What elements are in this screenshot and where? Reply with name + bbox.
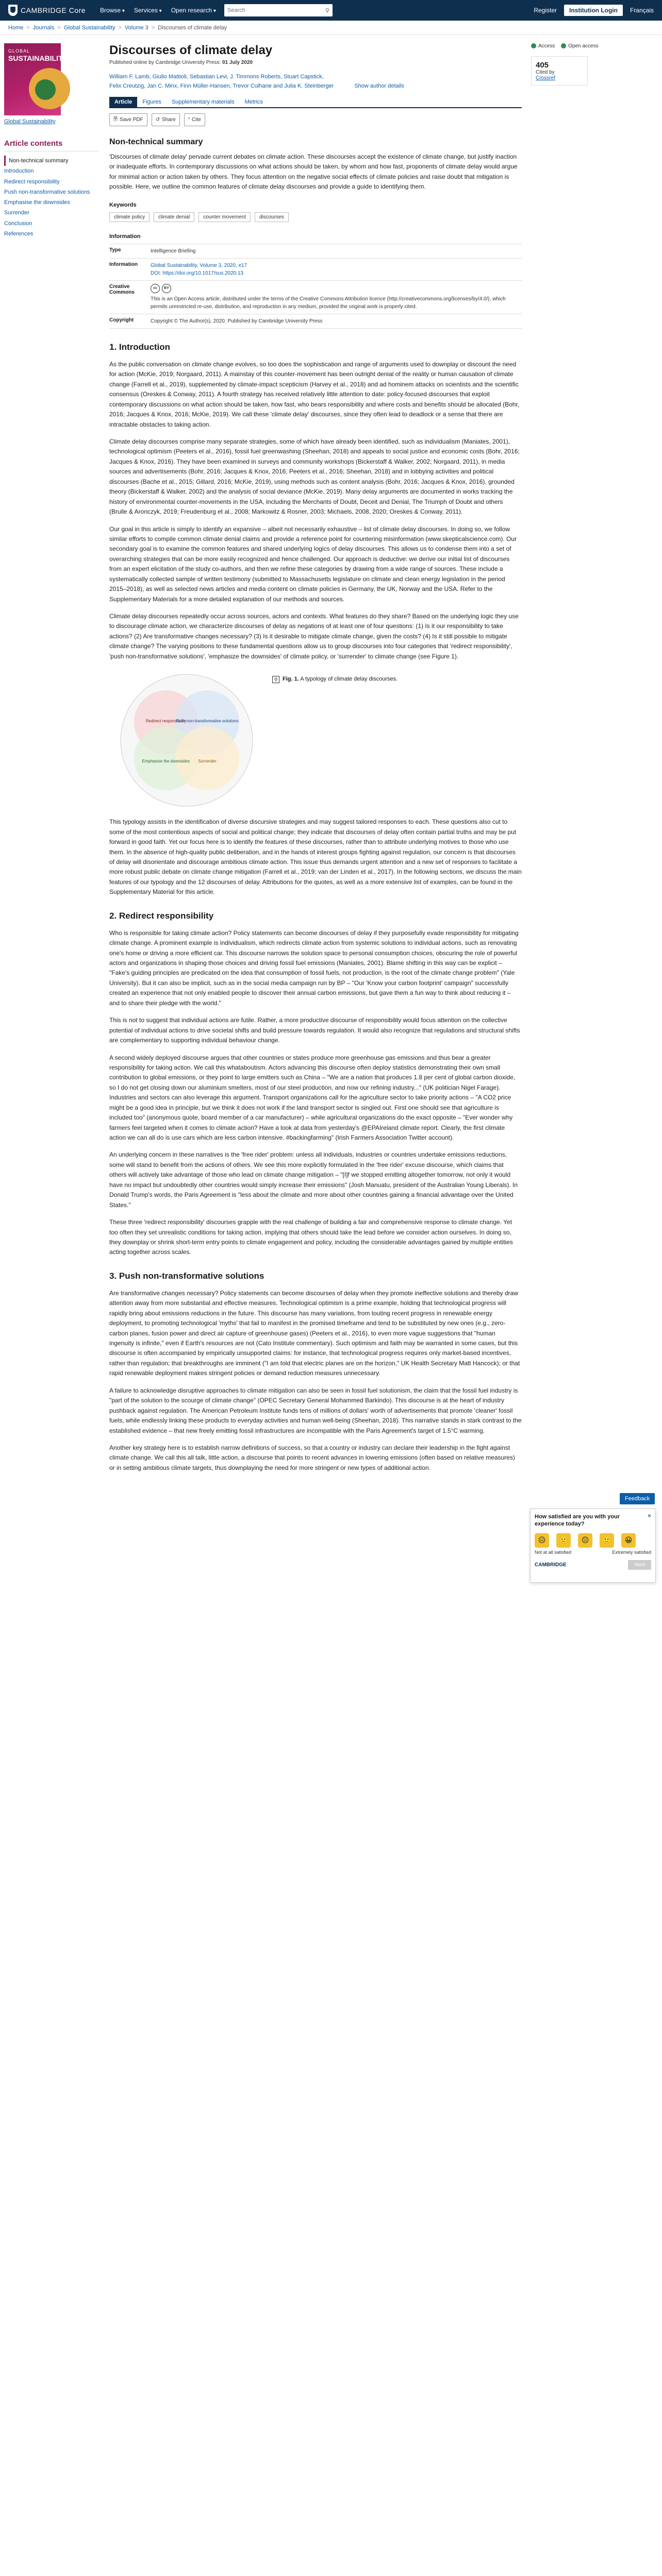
scale-right: Extremely satisfied [612,1549,651,1555]
toc-item-references[interactable]: References [4,231,34,238]
information-table [109,244,522,329]
paragraph: As the public conversation on climate change evolves, so too does the sophistication and range of arguments used to downplay or discount the need for action (McKie, 2019; Norgaard, 2011). A mainstay of this counter-movement has been outright denial of the reality or human causation of climate change (Farrell et al., 2019), supplemented by climate-impact scepticism (Harvey et al., 2018) and ad hominem attacks on scientists and the scientific consensus (Oreskes & Conway, 2011). A fourth strategy has received relatively little attention to date: policy-focused discourses that exploit contemporary discussions on what action should be taken, how fast, who bears responsibility and where costs and benefits should be allocated (Bohr, 2016; Jacques & Knox, 2016; McKie, 2019). We call these 'climate delay' discourses, since they often lead to deadlock or a sense that there are intractable obstacles to taking action. [109,360,520,428]
info-row-copyright [109,314,522,329]
cover-title-2: SUSTAINABILITY [8,54,68,62]
search-icon[interactable]: ⚲ [325,7,329,14]
section-2-title: 2. Redirect responsibility [109,910,214,921]
info-key: Creative Commons [109,283,135,295]
toc-item-downsides[interactable]: Emphasise the downsides [4,199,70,206]
survey-footer [535,1560,651,1570]
paragraph: Our goal in this article is simply to identify an expansive – albeit not necessarily exhaustive – list of climate delay discourses. In doing so, we follow similar efforts to compile common climate denial claims and provide a reference point for countering misinformation (www.skepticalscience.com). Our secondary goal is to examine the common features and shared underlying logics of delay discourses. This allows us to condense them into a set of overarching strategies that can be more easily recognized and hence challenged. Our approach is deductive: we derive our initial list of discourses from an expert elicitation of the study co-authors, and then we refine these categories by drawing from a wide range of sources. These include a systematically collected sample of written testimony (submitted to Massachusetts legislature on climate and clean energy legislation in the period 2015–2018), as well as selected news articles and media content on climate policies in Germany, the UK, Norway and the USA. Refer to the Supplementary Materials for a more detailed explanation of our methods and sources. [109,525,517,603]
nav-open-research[interactable]: Open research ▾ [171,7,216,14]
cite-label: Cite [192,117,201,123]
access-label: Access [538,43,555,49]
doi-link[interactable]: DOI: https://doi.org/10.1017/sus.2020.13 [151,270,244,276]
save-pdf-button[interactable] [109,113,147,126]
info-value: Intelligence Briefing [151,248,196,254]
survey-logo: CAMBRIDGE [535,1562,567,1568]
figure-caption [272,671,398,683]
paragraph: These three 'redirect responsibility' discourses grapple with the real challenge of building a fair and comprehensive response to climate change. Yet too often they set unrealistic conditions for taking action, implying that others should take the lead before we consider action ourselves. In doing so, they downplay or shrink short-term entry points to climate engagement and policy, including the considerable advantages gained by multiple entities acting together across scales. [109,1218,513,1256]
top-bar [0,0,662,21]
info-row-license [109,281,522,314]
breadcrumb-journals[interactable]: Journals [32,24,55,31]
breadcrumb-current: Discourses of climate delay [158,24,227,31]
language-link[interactable]: Français [630,7,654,14]
tab-article[interactable]: Article [109,97,137,107]
breadcrumb: Home > Journals > Global Sustainability > Volume 3 > Discourses of climate delay [0,21,662,35]
journal-volume-link[interactable]: Global Sustainability, Volume 3, 2020, e17 [151,262,247,268]
keywords [109,212,522,222]
summary-text: 'Discourses of climate delay' pervade current debates on climate action. These discourses accept the existence of climate change, but justify inaction or inadequate efforts. In contemporary discussions on what actions should be taken, by whom and how fast, proponents of climate delay would argue for minimal action or action taken by others. They focus attention on the negative social effects of climate policies and raise doubt that mitigation is possible. Here, we outline the common features of climate delay discourses and provide a guide to identifying them. [109,153,518,190]
next-button[interactable]: Next [628,1560,651,1570]
survey-question: How satisfied are you with your experience today? [535,1514,620,1528]
label-downsides: Emphasise the downsides [142,759,190,764]
paragraph: Climate delay discourses repeatedly occur across sources, actors and contexts. What features do they share? Based on the underlying logic they use to discourage climate action, we characterize discourses of delay as negations of at least one of four questions: (1) Is it our responsibility to take actions? (2) Are transformative changes necessary? (3) Is it desirable to mitigate climate change, given the costs? (4) Is it still possible to mitigate climate change? The varying positions to these fundamental questions allow us to group discourses into four categories that 'redirect responsibility', 'push non-transformative solutions', 'emphasize the downsides' of climate policy, or 'surrender' to climate change (see Figure 1). [109,613,519,660]
check-icon [531,43,536,48]
license-text: This is an Open Access article, distributed under the terms of the Creative Commons Attribution licence (http://creativecommons.org/licenses/by/4.0/), which permits unrestricted re-use, distribution, and reproduction in any medium, provided the original work is properly cited. [151,296,506,310]
toc-item-conclusion[interactable]: Conclusion [4,220,32,227]
share-icon: ↺ [155,117,160,123]
keyword-chip[interactable]: climate denial [154,212,194,222]
pdf-icon: 🗎 [113,116,118,123]
share-button[interactable] [152,113,180,126]
left-sidebar [0,35,103,239]
logo-sub: Core [69,6,86,14]
label-push: Push non-transformative solutions [176,719,239,724]
show-author-details[interactable]: Show author details [354,82,404,89]
paragraph: An underlying concern in these narratives is the 'free rider' problem: unless all individuals, industries or countries undertake emissions reductions, some will stand to benefit from the actions of others. We see this more explicitly formulated in the 'free rider' excuse discourse, which claims that others will actively take advantage of those who lead on climate change mitigation – "[I]f we stopped emitting altogether tomorrow, not only it would have no impact but undoubtedly other countries would simply increase their emissions" (Josh Manuatu, president of the Australian Young Liberals). In Donald Trump's words, the Paris Agreement is "less about the climate and more about other countries gaining a financial advantage over the United States." [109,1151,518,1209]
institution-login-button[interactable]: Institution Login [564,5,623,16]
nav-browse[interactable]: Browse ▾ [100,7,125,14]
open-access-label: Open access [568,43,599,49]
article-tabs [109,97,522,108]
breadcrumb-volume[interactable]: Volume 3 [124,24,148,31]
cover-graphic-2 [35,79,56,100]
authors-line-1[interactable]: William F. Lamb, Giulio Mattioli, Sebastian Levi, J. Timmons Roberts, Stuart Capstick, [109,74,324,80]
share-label: Share [162,117,176,123]
paragraph: This is not to suggest that individual actions are futile. Rather, a more productive discourse of responsibility would focus attention on the collective potential of individual actions to drive societal shifts and build pressure towards regulation. It would also recognize that regulations and structural shifts are complementary to supporting individual behaviour change. [109,1016,520,1044]
info-value [151,284,522,311]
nav-services[interactable]: Services ▾ [134,7,162,14]
toc-list [4,156,99,239]
category-surrender [175,726,239,790]
information-heading: Information [109,233,141,240]
right-sidebar [531,35,655,86]
top-right [534,5,654,16]
citation-count: 405 [536,61,549,70]
rating-2-icon[interactable]: 🙁 [556,1533,571,1548]
paragraph: A second widely deployed discourse argues that other countries or states produce more greenhouse gas emissions and thus bear a greater responsibility for taking action. We call this whataboutism. Actors advancing this discourse often deploy statistics demonstrating their own small contribution to global emissions, or they point to large emitters such as China – "We are a nation that produces 1.8 per cent of global carbon dioxide, so I do not get closing down our aluminium smelters, most of our steel production, and now our refining industry..." (UK politician Nigel Farage). Industries and sectors can also leverage this argument. Transport organizations call for the agriculture sector to take priority actions – "A CO2 price might be a good idea in principle, but we think it does not work if the land transport sector is singled out. First one should see that agriculture is included too" (anonymous quote, board member of a car manufacturer) – while agricultural organizations do the exact opposite – "Ever wonder why farmers feel targeted when it comes to climate action? Have a look at data from yesterday's @EPAIreland climate report. Clearly, the first climate action we can all do is use cars which are less carbon intensive. #backingfarming" (Irish Farmers Association Twitter account). [109,1054,516,1141]
logo-main: CAMBRIDGE [21,6,67,14]
section-3-title: 3. Push non-transformative solutions [109,1270,264,1281]
save-pdf-label: Save PDF [120,117,143,123]
close-icon[interactable]: × [647,1512,651,1519]
cc-by-icon: BY [162,284,171,293]
cc-icons [151,284,522,293]
toc-item-introduction[interactable]: Introduction [4,168,34,175]
paragraph: Climate delay discourses comprise many separate strategies, some of which have already been identified, such as individualism (Maniates, 2001), technological optimism (Peeters et al., 2016), fossil fuel greenwashing (Sheehan, 2018) and appeals to social justice and economic costs (Bohr, 2016; Jacques & Knox, 2016). They have been examined in surveys and community workshops (Bickerstaff & Walker, 2002; Norgaard, 2011), in media sources and advertisements (Bohr, 2016; Jacques & Knox, 2016; Peeters et al., 2016; Sheehan, 2018) and in lobbying activities and political discourses (Bache et al., 2015; Gillard, 2016; McKie, 2019), using methods such as content analysis (Bohr, 2016; Jacques & Knox, 2016), grounded theory (Bickerstaff & Walker, 2002) and the analysis of social deviance (McKie, 2019). Many delay arguments are documented in works tracking the history of environmental counter-movements in the USA, including the Merchants of Doubt, Deceit and Denial, The Triumph of Doubt and others (Brulle & Aronczyk, 2019; Freudenburg et al., 2008; Markowitz & Rosner, 2003; Michaels, 2008, 2020; Oreskes & Conway, 2011). [109,438,520,516]
figure-1-image[interactable] [109,671,264,810]
toc-title: Article contents [4,139,99,151]
article-actions [109,113,522,126]
section-1-title: 1. Introduction [109,342,171,352]
keyword-chip[interactable]: discourses [255,212,289,222]
feedback-button[interactable]: Feedback [620,1493,655,1504]
info-key: Information [109,261,138,267]
info-key: Type [109,247,121,253]
keyword-chip[interactable]: counter movement [198,212,251,222]
cambridge-core-logo[interactable] [8,5,86,16]
paragraph: Another key strategy here is to establish narrow definitions of success, so that a country or industry can declare their leadership in the fight against climate change. We call this all talk, little action, a discourse that points to recent advances in lowering emissions (often based on relative measures) or in setting ambitious climate targets, thus downplaying the need for more stringent or new types of additional action. [109,1444,515,1471]
typology-diagram [109,671,264,810]
info-value: Copyright © The Author(s), 2020. Published by Cambridge University Press [151,318,323,324]
figure-caption-text: A typology of climate delay discourses. [300,676,398,683]
tab-figures[interactable]: Figures [142,99,161,106]
citation-metric[interactable] [531,56,588,86]
toc-item-push[interactable]: Push non-transformative solutions [4,189,90,195]
figure-label: Fig. 1. [283,676,299,683]
access-badges [531,43,655,49]
rating-scale [535,1550,651,1555]
toc-item-summary[interactable]: Non-technical summary [4,156,99,166]
author-list [109,73,522,91]
register-link[interactable]: Register [534,7,557,14]
info-key: Copyright [109,317,134,323]
journal-link[interactable]: Global Sustainability [4,118,56,125]
rating-faces [535,1533,651,1548]
tab-supplementary[interactable]: Supplementary materials [171,99,235,106]
quote-icon: “ [188,117,190,123]
shield-icon [8,5,18,16]
scale-left: Not at all satisfied [535,1549,572,1555]
rating-3-icon[interactable]: 😐 [578,1533,592,1548]
info-row-type [109,244,522,259]
zoom-icon[interactable]: ⚲ [272,676,279,683]
search-box [224,4,333,16]
open-access-badge [561,43,598,49]
cite-button[interactable] [184,113,205,126]
keyword-chip[interactable]: climate policy [109,212,150,222]
breadcrumb-journal[interactable]: Global Sustainability [63,24,115,31]
toc-item-redirect[interactable]: Redirect responsibility [4,178,60,185]
authors-line-2[interactable]: Felix Creutzig, Jan C. Minx, Finn Müller-Hansen, Trevor Culhane and Julia K. Steinberger [109,82,334,89]
journal-cover[interactable] [4,43,68,115]
rating-1-icon[interactable]: ☹ [535,1533,549,1548]
access-badge [531,43,555,49]
keywords-heading: Keywords [109,201,137,208]
top-nav [100,7,216,14]
figure-1 [109,671,522,810]
rating-5-icon[interactable]: 😀 [621,1533,636,1548]
toc-item-surrender[interactable]: Surrender [4,210,29,216]
check-icon [561,43,566,48]
paragraph: A failure to acknowledge disruptive approaches to climate mitigation can also be seen in fossil fuel solutionism, the claim that the fossil fuel industry is "part of the solution to the scourge of climate change" (OPEC Secretary General Mohammed Barkindo). This discourse is at the heart of industry pushback against regulation. The American Petroleum Institute funds tens of millions of dollars' worth of advertisements that promote 'cleaner' fossil fuels, while endlessly linking these products to everyday activities and human well-being (Sheehan, 2018). This narrative stands in stark contrast to the established evidence – that new freely emitting fossil infrastructures are incompatible with the Paris Agreement's target of 1.5°C warming. [109,1386,522,1434]
published-date: 01 July 2020 [222,60,253,65]
paragraph: Are transformative changes necessary? Policy statements can become discourses of delay when they promote ineffective solutions and thereby draw attention away from more substantial and effective measures. Technological optimism is a prime example, holding that technological progress will rapidly bring about emissions reductions in the future. This discourse has many variations, from touting recent progress in renewable energy deployment, to promoting technological 'myths' that fail to manifest in the promised timeframe and tend to be substituted by new ones (e.g., zero-carbon planes, fusion power and direct air capture of greenhouse gases) (Peeters et al., 2016), to even more vague suggestions that "human ingenuity is infinite," even if Earth's resources are not (Cato Institute commentary). Such optimism and faith may be warranted in some cases, but this discourse is often accompanied by empirically unsupported claims: for instance, that technological progress requires only market-based incentives, rather than regulation; that breakthroughs are imminent ("I am told that electric planes are on the horizon," UK Health Secretary Matt Hancock); or that rapid renewable deployment makes stringent policies or demand reduction measures unnecessary. [109,1289,520,1377]
breadcrumb-home[interactable]: Home [8,24,24,31]
info-value [151,262,522,277]
label-redirect: Redirect responsibility [145,719,187,724]
paragraph: Who is responsible for taking climate action? Policy statements can become discourses of delay if they purposefully evade responsibility for mitigating climate change. A prominent example is individualism, which redirects climate action from systemic solutions to individual actions, such as renovating one's home or driving a more efficient car. This discourse narrows the solution space to personal consumption choices, obscuring the role of powerful actors and organizations in shaping those choices and driving fossil fuel emissions (Maniates, 2001). Blame shifting in this way can be explicit – "Fake's guiding principles are predicated on the idea that consumption of fossil fuels, not production, is the root of the climate change problem" (Yale University). But it can also be implicit, such as in the social media campaign run by BP – "Our 'Know your carbon footprint' campaign" successfully created an experience that not only enabled people to discover their annual carbon emissions, but gave them a fun way to think about reducing it – and to share their pledge with the world." [109,929,519,1007]
rating-4-icon[interactable]: 🙂 [600,1533,614,1548]
published-info [109,60,522,65]
page-title: Discourses of climate delay [109,43,273,57]
tab-metrics[interactable]: Metrics [244,99,263,106]
search-input[interactable] [227,7,325,13]
published-prefix: Published online by Cambridge University Press: [109,60,221,65]
article-main [109,35,522,1473]
info-row-information [109,259,522,281]
citation-label: Cited by [536,70,555,75]
cover-title-1: GLOBAL [8,48,30,54]
summary-heading: Non-technical summary [109,138,203,147]
crossref-link[interactable]: Crossref [536,75,555,81]
paragraph: This typology assists in the identification of diverse discursive strategies and may suggest tailored responses to each. These questions also cut to some of the most contentious aspects of social and political change; they indicate that discourses of delay often contain partial truths and may be put forward in good faith. Yet our focus here is to identify the features of these discourses, rather than to attribute underlying motives to those who use them. In the absence of high-quality public deliberation, and in the hands of interest groups fighting against regulation, our concern is that discourses of delay will disorientate and discourage ambitious climate action. This issue thus demands urgent attention and a new set of responses to facilitate a more robust public debate on climate change mitigation (Farrell et al., 2019; van der Linden et al., 2017). In the following sections, we discuss the main features of our typology and the 12 discourses of delay. Attributions for the quotes, as well as a more extensive list of examples, can be found in the Supplementary Material for this article. [109,818,522,896]
label-surrender: Surrender [198,759,217,764]
satisfaction-survey [530,1509,656,1583]
cc-icon: cc [151,284,160,293]
